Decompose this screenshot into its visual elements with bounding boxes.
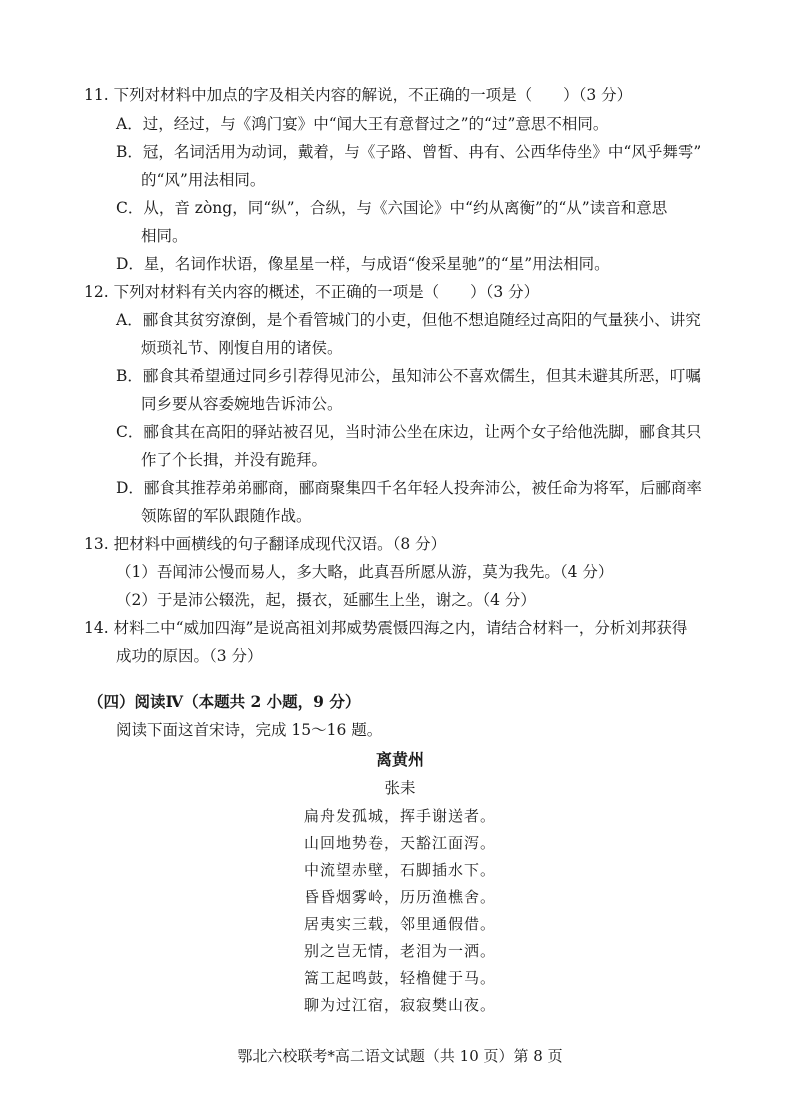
q11-option-c-cont: 相同。	[141, 227, 188, 245]
q12-option-d: D．郦食其推荐弟弟郦商，郦商聚集四千名年轻人投奔沛公，被任命为将军，后郦商率	[116, 479, 702, 497]
q12-option-a-cont: 烦琐礼节、刚愎自用的诸侯。	[141, 339, 343, 357]
q11-option-b-cont: 的“风”用法相同。	[141, 171, 266, 189]
poem-line-6: 别之岂无情，老泪为一洒。	[303, 942, 496, 960]
q12-option-d-cont: 领陈留的军队跟随作战。	[141, 507, 312, 525]
poem-author: 张耒	[384, 779, 416, 797]
poem-line-7: 篙工起鸣鼓，轻橹健于马。	[303, 969, 496, 987]
q11-stem: 11. 下列对材料中加点的字及相关内容的解说，不正确的一项是（ ）（3 分）	[84, 86, 633, 104]
section-title: （四）阅读Ⅳ（本题共 2 小题，9 分）	[88, 692, 361, 711]
q11-option-c: C．从，音 zòng，同“纵”，合纵，与《六国论》中“约从离衡”的“从”读音和意思	[116, 199, 668, 217]
poem-line-4: 昏昏烟雾岭，历历渔樵舍。	[303, 888, 496, 906]
poem-line-8: 聊为过江宿，寂寂樊山夜。	[303, 996, 496, 1014]
q11-option-b: B．冠，名词活用为动词，戴着，与《子路、曾皙、冉有、公西华侍坐》中“风乎舞雩”	[116, 143, 702, 161]
poem-line-5: 居夷实三载，邻里通假借。	[303, 915, 496, 933]
poem-line-3: 中流望赤壁，石脚插水下。	[303, 861, 496, 879]
page-footer: 鄂北六校联考*高二语文试题（共 10 页）第 8 页	[237, 1047, 563, 1065]
q12-option-c: C．郦食其在高阳的驿站被召见，当时沛公坐在床边，让两个女子给他洗脚，郦食其只	[116, 423, 702, 441]
q13-item-1: （1）吾闻沛公慢而易人，多大略，此真吾所愿从游，莫为我先。（4 分）	[116, 563, 614, 581]
q12-option-b: B．郦食其希望通过同乡引荐得见沛公，虽知沛公不喜欢儒生，但其未避其所恶，叮嘱	[116, 367, 701, 385]
section-intro: 阅读下面这首宋诗，完成 15～16 题。	[116, 721, 383, 739]
q13-stem: 13. 把材料中画横线的句子翻译成现代汉语。（8 分）	[84, 535, 447, 553]
poem-line-1: 扁舟发孤城，挥手谢送者。	[303, 807, 496, 825]
poem-line-2: 山回地势卷，天豁江面泻。	[303, 834, 496, 852]
q11-option-a: A．过，经过，与《鸿门宴》中“闻大王有意督过之”的“过”意思不相同。	[116, 115, 609, 133]
q12-option-c-cont: 作了个长揖，并没有跪拜。	[141, 451, 328, 469]
q12-option-b-cont: 同乡要从容委婉地告诉沛公。	[141, 395, 343, 413]
q12-option-a: A．郦食其贫穷潦倒，是个看管城门的小吏，但他不想追随经过高阳的气量狭小、讲究	[116, 311, 701, 329]
q14-line-1: 14. 材料二中“威加四海”是说高祖刘邦威势震慑四海之内，请结合材料一，分析刘邦获得	[84, 619, 688, 637]
q14-line-2: 成功的原因。（3 分）	[116, 647, 263, 665]
poem-title: 离黄州	[375, 750, 424, 769]
q12-stem: 12. 下列对材料有关内容的概述，不正确的一项是（ ）（3 分）	[84, 283, 540, 301]
q11-option-d: D．星，名词作状语，像星星一样，与成语“俊采星驰”的“星”用法相同。	[116, 255, 610, 273]
q13-item-2: （2）于是沛公辍洗，起，摄衣，延郦生上坐，谢之。（4 分）	[116, 591, 536, 609]
